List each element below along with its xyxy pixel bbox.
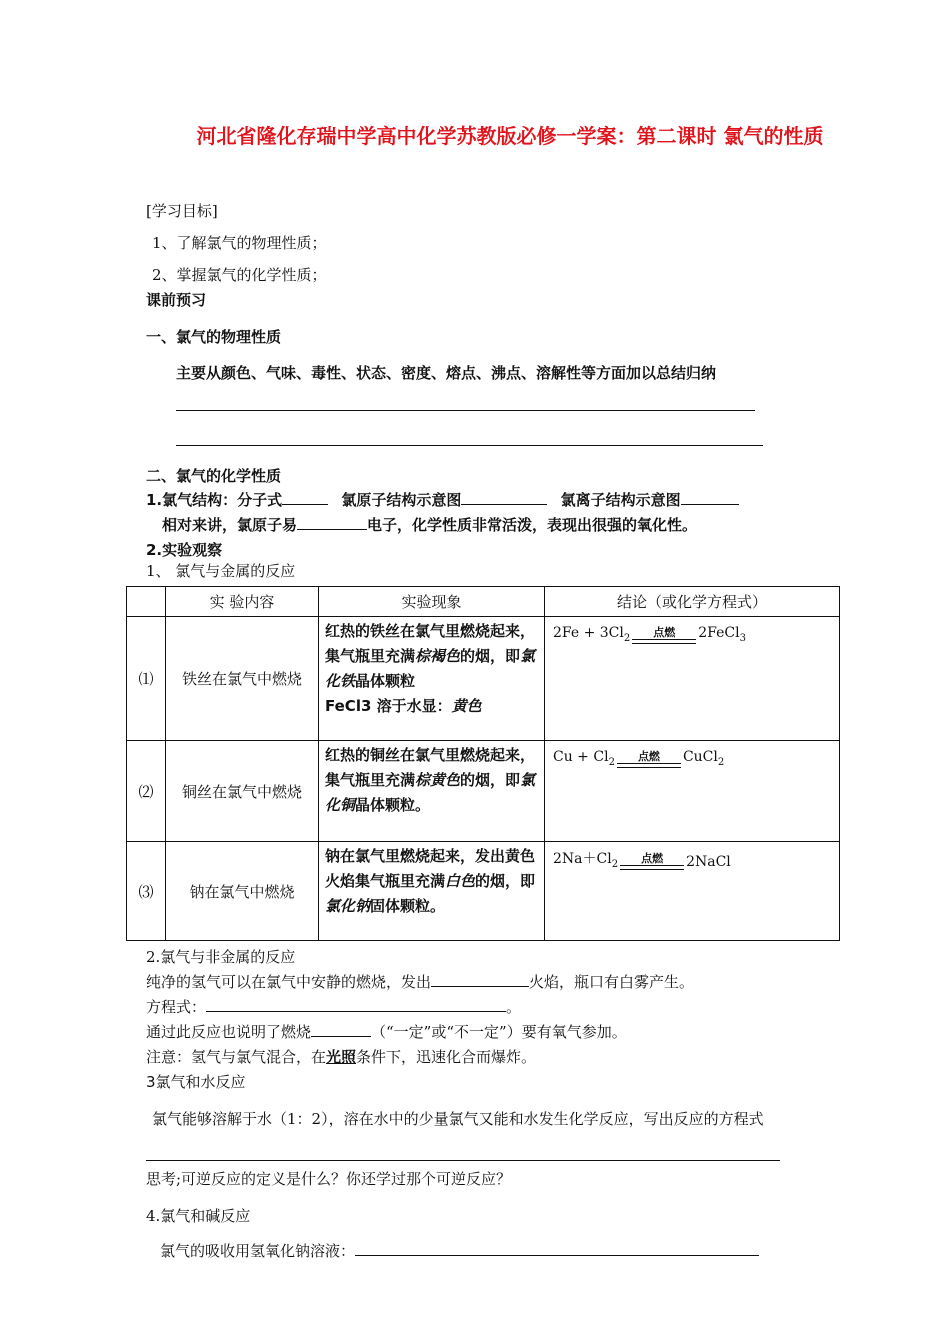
experiment-conclusion <box>545 842 840 941</box>
table-header-cell: 实 验内容 <box>166 587 319 617</box>
equation: $Cu + Cl_2$ 点燃 CuCl$_2$ <box>553 749 725 768</box>
section1-text: 主要从颜色、气味、毒性、状态、密度、熔点、沸点、溶解性等方面加以总结归纳 <box>176 364 717 382</box>
metal-heading: 1、 氯气与金属的反应 <box>146 562 296 580</box>
experiment-content: 铜丝在氯气中燃烧 <box>166 741 319 842</box>
objective-item: 2、掌握氯气的化学性质； <box>152 266 327 284</box>
answer-line <box>176 445 763 446</box>
note-line: 注意：氢气与氯气混合，在光照条件下，迅速化合而爆炸。 <box>146 1048 537 1066</box>
table-header-cell: 结论（或化学方程式） <box>545 587 840 617</box>
experiment-conclusion <box>545 617 840 741</box>
row-number: ⑶ <box>127 842 166 941</box>
answer-line <box>176 410 755 411</box>
section1-heading: 一、氯气的物理性质 <box>146 328 282 346</box>
experiment-phenomenon: 红热的铁丝在氯气里燃烧起来，集气瓶里充满棕褐色的烟，即氯化铁晶体颗粒 FeCl3 溶于水显：黄色 <box>319 617 545 741</box>
nonmetal-line: 纯净的氢气可以在氯气中安静的燃烧，发出 火焰，瓶口有白雾产生。 <box>146 973 695 991</box>
experiment-content: 钠在氯气中燃烧 <box>166 842 319 941</box>
equation-line: 方程式： 。 <box>146 998 522 1016</box>
experiment-phenomenon: 红热的铜丝在氯气里燃烧起来，集气瓶里充满棕黄色的烟，即氯化铜晶体颗粒。 <box>319 741 545 842</box>
structure-line: 1.氯气结构：分子式 氯原子结构示意图 氯离子结构示意图 <box>146 489 739 510</box>
relative-line: 相对来讲，氯原子易 电子，化学性质非常活泼，表现出很强的氧化性。 <box>162 516 698 534</box>
section2-heading: 二、氯气的化学性质 <box>146 467 282 485</box>
table-row <box>127 617 840 741</box>
row-number: ⑵ <box>127 741 166 842</box>
table-row <box>127 741 840 842</box>
base-heading: 4.氯气和碱反应 <box>146 1207 251 1225</box>
table-header-row <box>127 587 840 617</box>
think-text: 思考;可逆反应的定义是什么？你还学过那个可逆反应？ <box>146 1170 512 1188</box>
equation: $2Na+Cl_2$ 点燃 2NaCl <box>553 851 731 870</box>
water-heading: 3氯气和水反应 <box>146 1073 246 1091</box>
equation: $2Fe + 3Cl_2$ 点燃 2FeCl$_3$ <box>553 625 746 644</box>
experiment-content: 铁丝在氯气中燃烧 <box>166 617 319 741</box>
experiment-conclusion <box>545 741 840 842</box>
page-title: 河北省隆化存瑞中学高中化学苏教版必修一学案：第二课时 氯气的性质 <box>196 124 824 148</box>
table-row <box>127 842 840 941</box>
preview-heading: 课前预习 <box>146 291 207 309</box>
table-header-cell: 实验现象 <box>319 587 545 617</box>
objective-item: 1、了解氯气的物理性质； <box>152 234 327 252</box>
combustion-line: 通过此反应也说明了燃烧 （“一定”或“不一定”）要有氧气参加。 <box>146 1023 627 1041</box>
table-header-cell <box>127 587 166 617</box>
experiment-table <box>126 586 840 941</box>
water-text: 氯气能够溶解于水（1：2），溶在水中的少量氯气又能和水发生化学反应，写出反应的方程式 <box>152 1110 764 1128</box>
nonmetal-heading: 2.氯气与非金属的反应 <box>146 948 296 966</box>
objectives-heading: [学习目标] <box>146 202 218 220</box>
answer-line <box>146 1160 780 1161</box>
experiment-heading: 2.实验观察 <box>146 541 223 559</box>
base-line: 氯气的吸收用氢氧化钠溶液： <box>160 1240 759 1261</box>
experiment-phenomenon: 钠在氯气里燃烧起来，发出黄色火焰集气瓶里充满白色的烟，即氯化钠固体颗粒。 <box>319 842 545 941</box>
row-number: ⑴ <box>127 617 166 741</box>
